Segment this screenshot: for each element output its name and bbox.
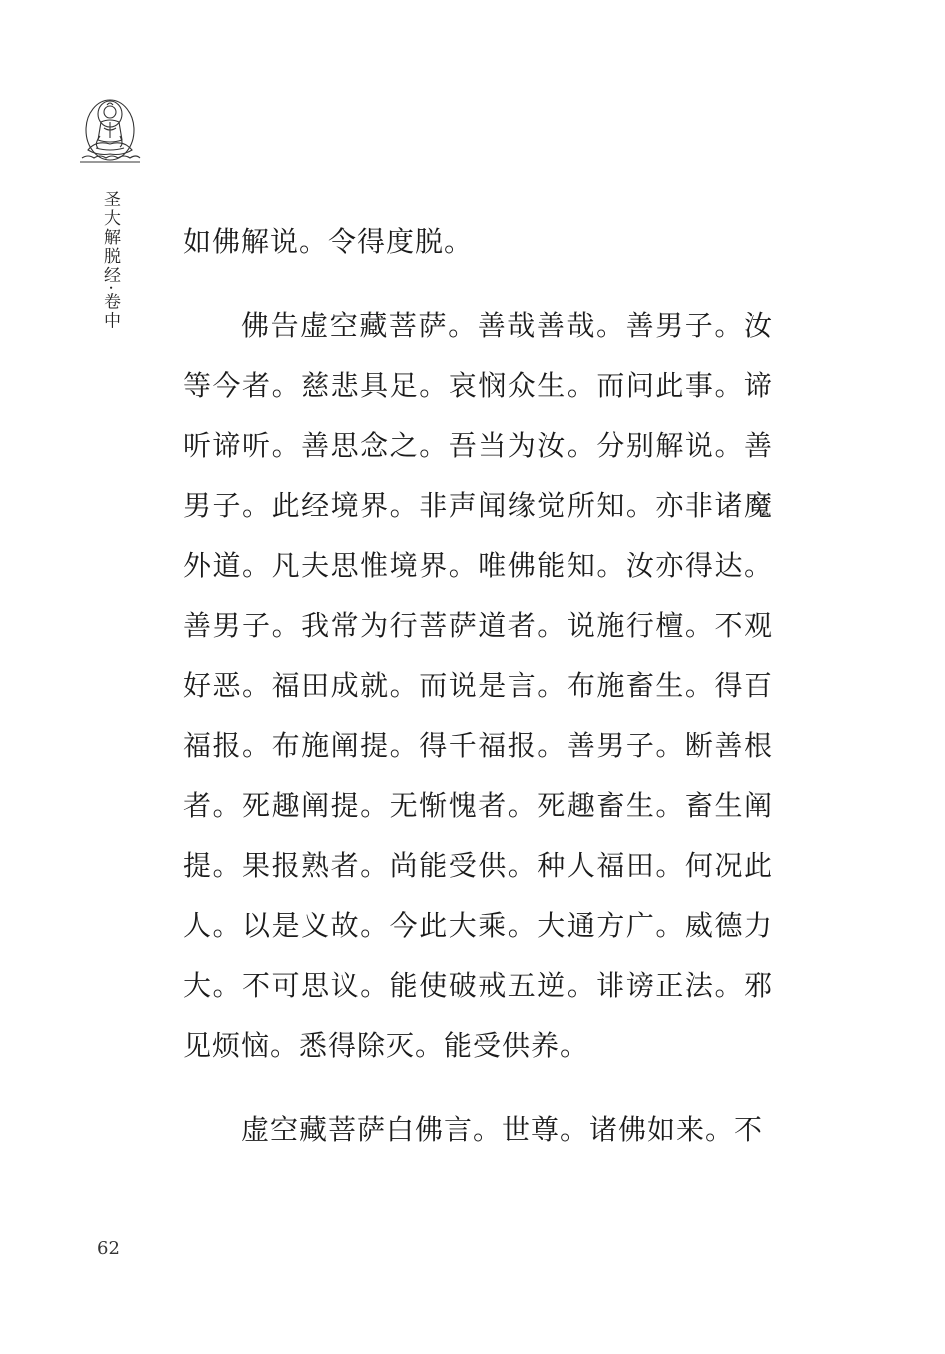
paragraph-continuation: 如佛解说。令得度脱。 <box>183 225 474 258</box>
paragraph-bodhisattva-speech: 虚空藏菩萨白佛言。世尊。诸佛如来。不 <box>241 1113 764 1146</box>
paragraph-buddha-speech: 佛告虚空藏菩萨。善哉善哉。善男子。汝等今者。慈悲具足。哀悯众生。而问此事。谛听谛听。善思念之。吾当为汝。分别解说。善男子。此经境界。非声闻缘觉所知。亦非诸魔外道。凡夫思惟境界。唯佛能知。汝亦得达。善男子。我常为行菩萨道者。说施行檀。不观好恶。福田成就。而说是言。布施畜生。得百福报。布施阐提。得千福报。善男子。断善根者。死趣阐提。无惭愧者。死趣畜生。畜生阐提。果报熟者。尚能受供。种人福田。何况此人。以是义故。今此大乘。大通方广。威德力大。不可思议。能使破戒五逆。诽谤正法。邪见烦恼。悉得除灭。能受供养。 <box>183 309 773 1062</box>
running-title: 圣大解脱经·卷中 <box>100 190 120 331</box>
page-number: 62 <box>97 1238 120 1259</box>
seated-buddha-icon <box>76 92 144 166</box>
body-text <box>183 212 773 1184</box>
